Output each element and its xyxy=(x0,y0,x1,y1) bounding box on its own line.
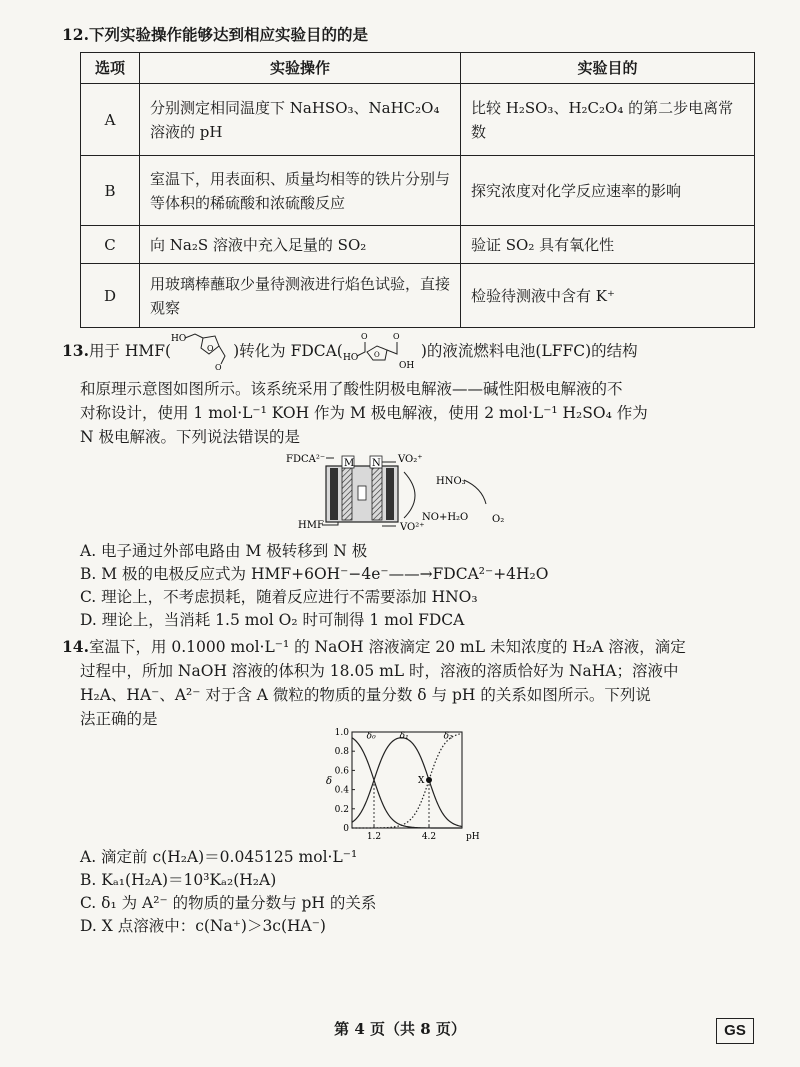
x-tick-label: 1.2 xyxy=(366,832,382,842)
header-option: 选项 xyxy=(81,53,140,84)
q13-line1 xyxy=(62,330,752,370)
table-row xyxy=(81,156,755,226)
x-tick-label: 4.2 xyxy=(421,832,437,842)
q14-line2: 过程中，所加 NaOH 溶液的体积为 18.05 mL 时，溶液的溶质恰好为 NaHA；溶液中 xyxy=(80,662,679,680)
diagram-n-label: N xyxy=(372,458,381,469)
series-label-1: δ₁ xyxy=(399,731,409,742)
y-axis-label: δ xyxy=(326,776,333,787)
fdca-ho-label: HO xyxy=(342,353,359,363)
row-goal: 比较 H₂SO₃、H₂C₂O₄ 的第二步电离常数 xyxy=(461,84,755,156)
header-operation: 实验操作 xyxy=(140,53,461,84)
y-tick-label: 0.2 xyxy=(334,804,349,815)
gs-code-badge: GS xyxy=(716,1018,754,1044)
distribution-chart xyxy=(322,724,482,842)
y-tick-label: 0.8 xyxy=(334,747,349,758)
row-operation: 室温下，用表面积、质量均相等的铁片分别与等体积的稀硫酸和浓硫酸反应 xyxy=(140,156,461,226)
point-x-label: X xyxy=(418,776,425,786)
hmf-structure-icon xyxy=(171,330,233,370)
table-row xyxy=(81,226,755,264)
fdca-o-label: O xyxy=(360,332,368,341)
q13-line2: 和原理示意图如图所示。该系统采用了酸性阴极电解液——碱性阳极电解液的不 xyxy=(80,380,623,398)
row-option: A xyxy=(81,84,140,156)
row-option: B xyxy=(81,156,140,226)
cycle-arrow xyxy=(404,472,415,518)
row-operation: 分别测定相同温度下 NaHSO₃、NaHC₂O₄ 溶液的 pH xyxy=(140,84,461,156)
m-electrode xyxy=(342,468,352,520)
diagram-hmf-label: HMF xyxy=(298,520,324,531)
q12-table xyxy=(80,52,755,328)
hmf-o2-label: O xyxy=(215,363,222,370)
diagram-fdca-label: FDCA²⁻ xyxy=(286,454,326,465)
series-curve-1 xyxy=(352,738,462,827)
row-option: C xyxy=(81,226,140,264)
q14-option-a: A. 滴定前 c(H₂A)＝0.045125 mol·L⁻¹ xyxy=(80,848,358,866)
y-tick-label: 0 xyxy=(343,824,349,834)
series-curve-2 xyxy=(352,731,462,829)
series-label-0: δ₀ xyxy=(366,731,376,742)
row-operation: 用玻璃棒蘸取少量待测液进行焰色试验，直接观察 xyxy=(140,264,461,328)
q13-number: 13. xyxy=(62,341,89,360)
x-axis-label: pH xyxy=(466,832,480,842)
diagram-m-label: M xyxy=(344,458,355,469)
q13-text-b: )转化为 FDCA( xyxy=(233,342,343,360)
row-goal: 探究浓度对化学反应速率的影响 xyxy=(461,156,755,226)
q13-line3: 对称设计，使用 1 mol·L⁻¹ KOH 作为 M 极电解液，使用 2 mol·L⁻¹ H₂SO₄ 作为 xyxy=(80,404,648,422)
y-tick-label: 0.4 xyxy=(334,785,349,796)
q13-option-d: D. 理论上，当消耗 1.5 mol O₂ 时可制得 1 mol FDCA xyxy=(80,611,465,629)
table-header-row xyxy=(81,53,755,84)
series-label-2: δ₂ xyxy=(443,731,453,742)
diagram-hno3-label: HNO₃ xyxy=(436,476,466,487)
q13-options xyxy=(80,540,770,632)
row-goal: 验证 SO₂ 具有氧化性 xyxy=(461,226,755,264)
table-row xyxy=(81,84,755,156)
q12-stem xyxy=(62,22,752,48)
q14-number: 14. xyxy=(62,637,89,656)
row-goal: 检验待测液中含有 K⁺ xyxy=(461,264,755,328)
row-option: D xyxy=(81,264,140,328)
row-operation: 向 Na₂S 溶液中充入足量的 SO₂ xyxy=(140,226,461,264)
electrode-plate xyxy=(386,468,394,520)
lffc-diagram xyxy=(286,448,546,538)
header-goal: 实验目的 xyxy=(461,53,755,84)
q12-text: 下列实验操作能够达到相应实验目的的是 xyxy=(88,25,368,44)
q13-option-a: A. 电子通过外部电路由 M 极转移到 N 极 xyxy=(80,542,368,560)
y-tick-label: 0.6 xyxy=(334,766,349,777)
q14-option-c: C. δ₁ 为 A²⁻ 的物质的量分数与 pH 的关系 xyxy=(80,894,377,912)
diagram-o2-label: O₂ xyxy=(492,514,505,525)
hmf-o-label: O xyxy=(207,344,214,353)
q13-line4: N 极电解液。下列说法错误的是 xyxy=(80,428,300,446)
q14-options xyxy=(80,846,770,938)
hmf-ho-label: HO xyxy=(171,334,187,344)
y-tick-label: 1.0 xyxy=(334,728,349,738)
page-number: 第 4 页（共 8 页） xyxy=(334,1020,466,1038)
table-row xyxy=(81,264,755,328)
q12-number: 12. xyxy=(62,25,89,44)
fdca-ring-o-label: O xyxy=(373,351,380,359)
diagram-vo2p-label: VO²⁺ xyxy=(400,522,425,533)
fdca-o2-label: O xyxy=(392,332,400,341)
fdca-oh-label: OH xyxy=(398,361,415,370)
q14-line1 xyxy=(62,634,752,660)
q14-line3: H₂A、HA⁻、A²⁻ 对于含 A 微粒的物质的量分数 δ 与 pH 的关系如图所示。下列说 xyxy=(80,686,651,704)
chart-frame xyxy=(352,732,462,828)
q13-option-c: C. 理论上，不考虑损耗，随着反应进行不需要添加 HNO₃ xyxy=(80,588,478,606)
membrane xyxy=(358,486,366,500)
q14-text: 室温下，用 0.1000 mol·L⁻¹ 的 NaOH 溶液滴定 20 mL 未知浓度的 H₂A 溶液，滴定 xyxy=(88,638,686,656)
diagram-no-label: NO+H₂O xyxy=(422,512,469,523)
q13-text-a: 用于 HMF( xyxy=(88,342,172,360)
q13-option-b: B. M 极的电极反应式为 HMF+6OH⁻−4e⁻——→FDCA²⁻+4H₂O xyxy=(80,565,549,583)
series-curve-0 xyxy=(352,738,462,828)
n-electrode xyxy=(372,468,382,520)
electrode-plate xyxy=(330,468,338,520)
q14-option-d: D. X 点溶液中：c(Na⁺)＞3c(HA⁻) xyxy=(80,917,326,935)
fdca-structure-icon xyxy=(343,330,421,370)
chart-curves xyxy=(352,731,462,829)
diagram-vo2-label: VO₂⁺ xyxy=(398,454,423,465)
chart-labels xyxy=(352,732,453,786)
q13-text-c: )的液流燃料电池(LFFC)的结构 xyxy=(420,342,638,360)
q14-option-b: B. Kₐ₁(H₂A)＝10³Kₐ₂(H₂A) xyxy=(80,871,277,889)
q14-line4: 法正确的是 xyxy=(80,710,158,728)
